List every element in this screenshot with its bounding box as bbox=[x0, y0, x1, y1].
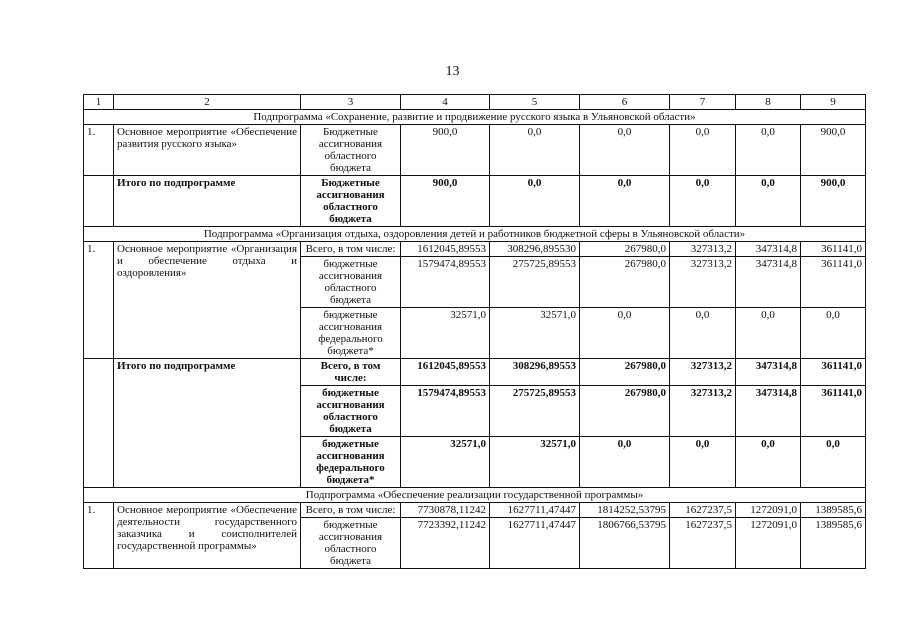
value-cell: 0,0 bbox=[670, 437, 736, 488]
value-cell: 32571,0 bbox=[490, 437, 580, 488]
value-cell: 1806766,53795 bbox=[580, 518, 670, 569]
value-cell: 347314,8 bbox=[736, 257, 801, 308]
funding-source: бюджетные ассигнования областного бюджета bbox=[301, 518, 401, 569]
value-cell: 0,0 bbox=[670, 176, 736, 227]
value-cell: 1612045,89553 bbox=[401, 359, 490, 386]
value-cell: 275725,89553 bbox=[490, 257, 580, 308]
column-number: 4 bbox=[401, 95, 490, 110]
value-cell: 0,0 bbox=[736, 176, 801, 227]
value-cell: 900,0 bbox=[401, 176, 490, 227]
value-cell: 1814252,53795 bbox=[580, 503, 670, 518]
value-cell: 1627237,5 bbox=[670, 503, 736, 518]
value-cell: 0,0 bbox=[670, 308, 736, 359]
value-cell: 1612045,89553 bbox=[401, 242, 490, 257]
funding-source: Всего, в том числе: bbox=[301, 503, 401, 518]
subprogram-title: Подпрограмма «Организация отдыха, оздоровления детей и работников бюджетной сферы в Ульяновской области» bbox=[84, 227, 866, 242]
value-cell: 1579474,89553 bbox=[401, 257, 490, 308]
column-number: 1 bbox=[84, 95, 114, 110]
value-cell: 32571,0 bbox=[490, 308, 580, 359]
value-cell: 347314,8 bbox=[736, 386, 801, 437]
value-cell: 1627237,5 bbox=[670, 518, 736, 569]
event-name: Основное мероприятие «Обеспечение деятельности государственного заказчика и соисполнителей государственной программы» bbox=[114, 503, 301, 569]
value-cell: 327313,2 bbox=[670, 386, 736, 437]
funding-source: бюджетные ассигнования областного бюджета bbox=[301, 386, 401, 437]
value-cell: 1627711,47447 bbox=[490, 503, 580, 518]
value-cell: 347314,8 bbox=[736, 359, 801, 386]
value-cell: 0,0 bbox=[580, 176, 670, 227]
budget-table bbox=[83, 94, 866, 569]
value-cell: 267980,0 bbox=[580, 359, 670, 386]
column-number: 2 bbox=[114, 95, 301, 110]
subprogram-title: Подпрограмма «Обеспечение реализации государственной программы» bbox=[84, 488, 866, 503]
value-cell: 0,0 bbox=[801, 308, 866, 359]
total-label: Итого по подпрограмме bbox=[114, 359, 301, 488]
funding-source: Всего, в том числе: bbox=[301, 359, 401, 386]
value-cell: 900,0 bbox=[801, 125, 866, 176]
value-cell: 0,0 bbox=[580, 125, 670, 176]
total-row bbox=[84, 176, 866, 227]
value-cell: 0,0 bbox=[490, 125, 580, 176]
value-cell: 0,0 bbox=[736, 437, 801, 488]
value-cell: 267980,0 bbox=[580, 386, 670, 437]
row-number: 1. bbox=[84, 242, 114, 359]
column-number: 8 bbox=[736, 95, 801, 110]
value-cell: 0,0 bbox=[490, 176, 580, 227]
value-cell: 32571,0 bbox=[401, 437, 490, 488]
row-number: 1. bbox=[84, 503, 114, 569]
column-number: 6 bbox=[580, 95, 670, 110]
total-row bbox=[84, 359, 866, 386]
value-cell: 900,0 bbox=[801, 176, 866, 227]
header-row bbox=[84, 95, 866, 110]
value-cell: 327313,2 bbox=[670, 359, 736, 386]
value-cell: 308296,895530 bbox=[490, 242, 580, 257]
funding-source: Бюджетные ассигнования областного бюджета bbox=[301, 176, 401, 227]
value-cell: 327313,2 bbox=[670, 242, 736, 257]
event-name: Основное мероприятие «Организация и обеспечение отдыха и оздоровления» bbox=[114, 242, 301, 359]
total-label: Итого по подпрограмме bbox=[114, 176, 301, 227]
funding-source: Всего, в том числе: bbox=[301, 242, 401, 257]
value-cell: 361141,0 bbox=[801, 359, 866, 386]
column-number: 7 bbox=[670, 95, 736, 110]
table-row bbox=[84, 125, 866, 176]
value-cell: 32571,0 bbox=[401, 308, 490, 359]
value-cell: 308296,89553 bbox=[490, 359, 580, 386]
value-cell: 900,0 bbox=[401, 125, 490, 176]
event-name: Основное мероприятие «Обеспечение развития русского языка» bbox=[114, 125, 301, 176]
table-row bbox=[84, 242, 866, 257]
value-cell: 275725,89553 bbox=[490, 386, 580, 437]
funding-source: Бюджетные ассигнования областного бюджета bbox=[301, 125, 401, 176]
value-cell: 361141,0 bbox=[801, 386, 866, 437]
value-cell: 361141,0 bbox=[801, 257, 866, 308]
column-number: 5 bbox=[490, 95, 580, 110]
value-cell: 347314,8 bbox=[736, 242, 801, 257]
value-cell: 0,0 bbox=[736, 125, 801, 176]
value-cell: 0,0 bbox=[801, 437, 866, 488]
value-cell: 361141,0 bbox=[801, 242, 866, 257]
value-cell: 0,0 bbox=[580, 308, 670, 359]
value-cell: 7723392,11242 bbox=[401, 518, 490, 569]
value-cell: 327313,2 bbox=[670, 257, 736, 308]
value-cell: 267980,0 bbox=[580, 242, 670, 257]
value-cell: 1579474,89553 bbox=[401, 386, 490, 437]
value-cell: 7730878,11242 bbox=[401, 503, 490, 518]
value-cell: 267980,0 bbox=[580, 257, 670, 308]
column-number: 3 bbox=[301, 95, 401, 110]
funding-source: бюджетные ассигнования федерального бюджета* bbox=[301, 308, 401, 359]
value-cell: 1389585,6 bbox=[801, 503, 866, 518]
subprogram-title: Подпрограмма «Сохранение, развитие и продвижение русского языка в Ульяновской области» bbox=[84, 110, 866, 125]
value-cell: 1389585,6 bbox=[801, 518, 866, 569]
value-cell: 1627711,47447 bbox=[490, 518, 580, 569]
value-cell: 0,0 bbox=[736, 308, 801, 359]
table-row bbox=[84, 503, 866, 518]
value-cell: 1272091,0 bbox=[736, 518, 801, 569]
page-number: 13 bbox=[445, 64, 460, 79]
column-number: 9 bbox=[801, 95, 866, 110]
funding-source: бюджетные ассигнования федерального бюджета* bbox=[301, 437, 401, 488]
row-number: 1. bbox=[84, 125, 114, 176]
value-cell: 0,0 bbox=[670, 125, 736, 176]
value-cell: 0,0 bbox=[580, 437, 670, 488]
value-cell: 1272091,0 bbox=[736, 503, 801, 518]
funding-source: бюджетные ассигнования областного бюджета bbox=[301, 257, 401, 308]
